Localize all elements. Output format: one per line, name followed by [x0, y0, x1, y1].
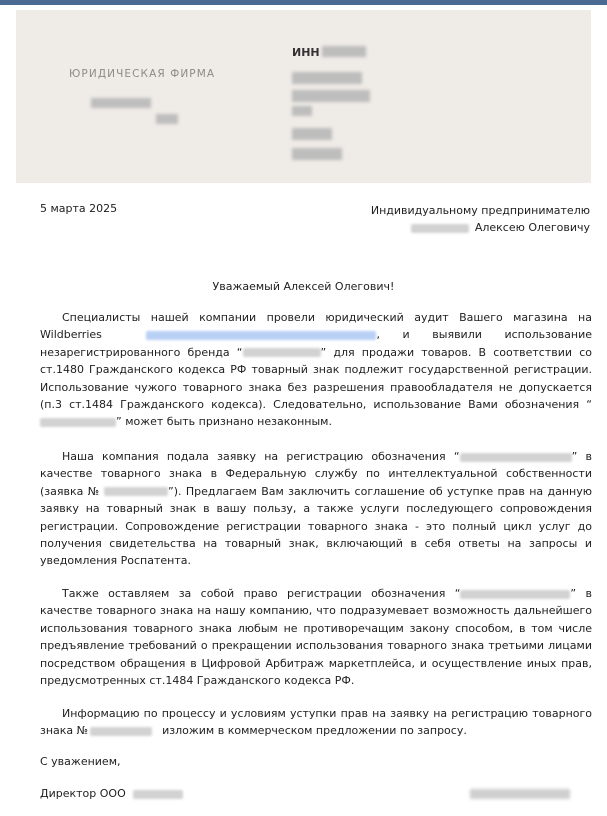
addressee-block	[371, 202, 590, 236]
redacted-store-link	[146, 331, 376, 340]
redacted-inn	[322, 46, 366, 57]
letterhead	[16, 10, 591, 183]
paragraph-application	[40, 448, 592, 570]
redacted-designation-2	[460, 590, 570, 599]
paragraph-info	[40, 705, 592, 740]
redacted-firm-name-2	[156, 114, 178, 124]
p1-text-d: ” может быть признано незаконным.	[116, 415, 332, 429]
p2-text-b: ” в качестве товарного знака в Федеральную службу по интеллектуальной собственности (заявка №	[40, 450, 592, 498]
redacted-application-number-2	[90, 727, 152, 736]
p1-text-c: ” для продажи товаров. В соответствии со ст.1480 Гражданского кодекса РФ товарный знак подлежит государственной регистрации. Использование чужого товарного знака без разрешения правообладателя не допускается (п.3 ст.1484 Гражданского кодекса). Следовательно, использование Вами обозначения “	[40, 345, 592, 412]
redacted-surname	[411, 224, 469, 233]
p3-text-a: Также оставляем за собой право регистрации обозначения “	[62, 587, 461, 600]
redacted-brand	[243, 348, 321, 357]
addressee-name-line	[371, 219, 590, 236]
greeting: Уважаемый Алексей Олегович!	[212, 280, 395, 293]
p1-text-a: Специалисты нашей компании провели юридический аудит Вашего магазина на Wildberries	[40, 311, 592, 342]
addressee-name: Алексею Олеговичу	[474, 221, 590, 234]
paragraph-rights	[40, 585, 592, 689]
p1-text-b: , и выявили использование незарегистрированного бренда “	[40, 328, 593, 359]
redacted-brand-2	[40, 418, 116, 427]
redacted-address-3	[292, 106, 312, 116]
top-accent-bar	[0, 0, 607, 5]
firm-title: ЮРИДИЧЕСКАЯ ФИРМА	[69, 68, 216, 80]
redacted-company-name	[133, 790, 183, 799]
p3-text-b: ” в качестве товарного знака на нашу компанию, что подразумевает возможность дальнейшего использования товарного знака любым не противоречащим закону способом, в том числе предъявление требований о прекращении использования товарного знака третьими лицами посредством обращения в Цифровой Арбитраж маркетплейса, и осуществление иных прав, предусмотренных ст.1484 Гражданского кодекса РФ.	[40, 587, 592, 688]
redacted-phone	[292, 128, 332, 140]
redacted-designation	[460, 453, 572, 462]
director-line	[40, 787, 183, 800]
p4-text-b: изложим в коммерческом предложении по запросу.	[162, 724, 467, 738]
addressee-title: Индивидуальному предпринимателю	[370, 204, 590, 217]
redacted-address-1	[292, 72, 362, 84]
p2-text-a: Наша компания подала заявку на регистрацию обозначения “	[62, 450, 460, 463]
redacted-application-number	[104, 487, 168, 496]
redacted-firm-name	[91, 98, 151, 108]
paragraph-audit	[40, 309, 592, 431]
inn-label: ИНН	[292, 46, 320, 59]
director-title: Директор ООО	[40, 787, 126, 800]
redacted-director-name	[470, 789, 570, 799]
p4-text-a: Информацию по процессу и условиям уступки прав на заявку на регистрацию товарного знака №	[40, 707, 592, 738]
signoff: С уважением,	[40, 755, 121, 768]
p2-text-c: ”). Предлагаем Вам заключить соглашение об уступке прав на данную заявку на товарный знак в вашу пользу, а также услуги последующего сопровождения регистрации. Сопровождение регистрации товарного знака - это полный цикл услуг до получения свидетельства на товарный знак, включающий в себя ответы на запросы и уведомления Роспатента.	[40, 484, 592, 568]
redacted-email	[292, 148, 342, 160]
redacted-address-2	[292, 90, 370, 102]
letter-date: 5 марта 2025	[40, 202, 118, 215]
